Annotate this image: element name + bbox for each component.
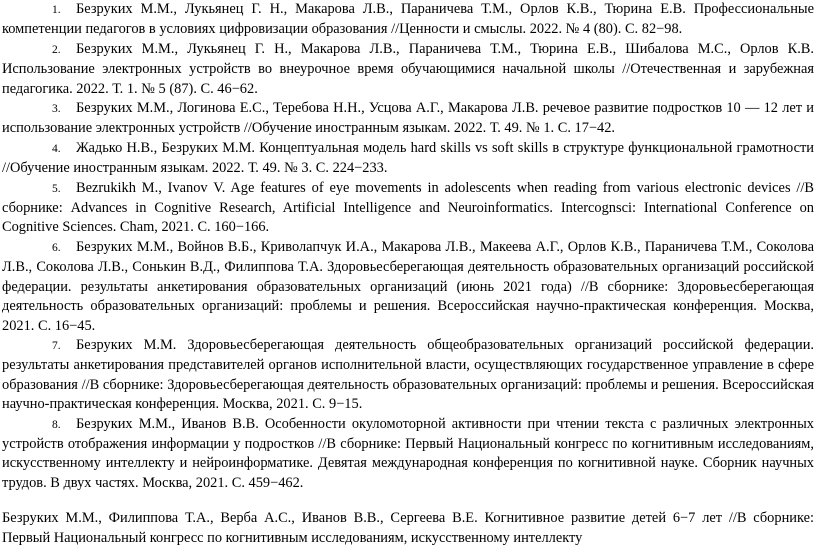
reference-text: Безруких М.М., Войнов В.Б., Криволапчук И.А., Макарова Л.В., Макеева А.Г., Орлов К.В., Параничева Т.М., Соколова Л.В., Соколова Л.В., Сонькин В.Д., Филиппова Т.А. Здоровьесберегающая деятельность образовательных организаций российской федерации. результаты анкетирования образовательных организаций (июнь 2021 года) //В сборнике: Здоровьесберегающая деятельность образовательных организаций: проблемы и решения. Всероссийская научно-практическая конференция. Москва, 2021. С. 16−45. (2, 238, 814, 334)
reference-number: 5. (52, 182, 61, 195)
reference-number: 2. (52, 43, 61, 56)
reference-text: Безруких М.М., Лукьянец Г. Н., Макарова Л.В., Параничева Т.М., Тюрина Е.В., Шибалова М.С., Орлов К.В. Использование электронных устройств во внеурочное время обучающимися начальной школы //Отечественная и зарубежная педагогика. 2022. Т. 1. № 5 (87). С. 46−62. (2, 40, 814, 97)
reference-number: 1. (52, 4, 61, 16)
trailing-reference-entry: Безруких М.М., Филиппова Т.А., Верба А.С., Иванов В.В., Сергеева В.Е. Когнитивное развитие детей 6−7 лет //В сборнике: Первый Национальный конгресс по когнитивным исследованиям, искусственному интеллекту (2, 510, 814, 546)
reference-item-6 (2, 238, 814, 336)
reference-number: 8. (52, 418, 61, 431)
reference-number: 4. (52, 142, 61, 155)
reference-text: Безруких М.М. Здоровьесберегающая деятельность общеобразовательных организаций российской федерации. результаты анкетирования представителей органов исполнительной власти, осуществляющих государственное управление в сфере образования //В сборнике: Здоровьесберегающая деятельность образовательных организаций: проблемы и решения. Всероссийская научно-практическая конференция. Москва, 2021. С. 9−15. (2, 336, 814, 413)
reference-text: Безруких М.М., Лукьянец Г. Н., Макарова Л.В., Параничева Т.М., Орлов К.В., Тюрина Е.В. Профессиональные компетенции педагогов в условиях цифровизации образования //Ценности и смыслы. 2022. № 4 (80). С. 82−98. (2, 1, 814, 38)
reference-item-7 (2, 336, 814, 415)
reference-text: Жадько Н.В., Безруких М.М. Концептуальная модель hard skills vs soft skills в структуре функциональной грамотности //Обучение иностранным языкам. 2022. Т. 49. № 3. С. 224−233. (2, 139, 814, 177)
reference-item-3 (2, 99, 814, 139)
reference-item-1 (2, 0, 814, 40)
reference-number: 7. (52, 339, 61, 352)
reference-number: 3. (52, 103, 61, 116)
reference-item-8 (2, 415, 814, 494)
reference-list (2, 0, 814, 493)
reference-text: Bezrukikh M., Ivanov V. Age features of eye movements in adolescents when reading from various electronic devices //В сборнике: Advances in Cognitive Research, Artificial Intelligence and Neuroinformatics. Intercognsci: International Conference on Cognitive Sciences. Cham, 2021. С. 160−166. (2, 179, 814, 236)
reference-text: Безруких М.М., Иванов В.В. Особенности окуломоторной активности при чтении текста с различных электронных устройств отображения информации у подростков //В сборнике: Первый Национальный конгресс по когнитивным исследованиям, искусственному интеллекту и нейроинформатике. Девятая международная конференция по когнитивной науке. Сборник научных трудов. В двух частях. Москва, 2021. С. 459−462. (2, 415, 814, 491)
reference-number: 6. (52, 241, 61, 254)
reference-item-2 (2, 40, 814, 99)
reference-text: Безруких М.М., Логинова Е.С., Теребова Н.Н., Усцова А.Г., Макарова Л.В. речевое развитие подростков 10 — 12 лет и использование электронных устройств //Обучение иностранным языкам. 2022. Т. 49. № 1. С. 17−42. (2, 100, 814, 137)
reference-item-4 (2, 139, 814, 179)
reference-item-5 (2, 179, 814, 238)
